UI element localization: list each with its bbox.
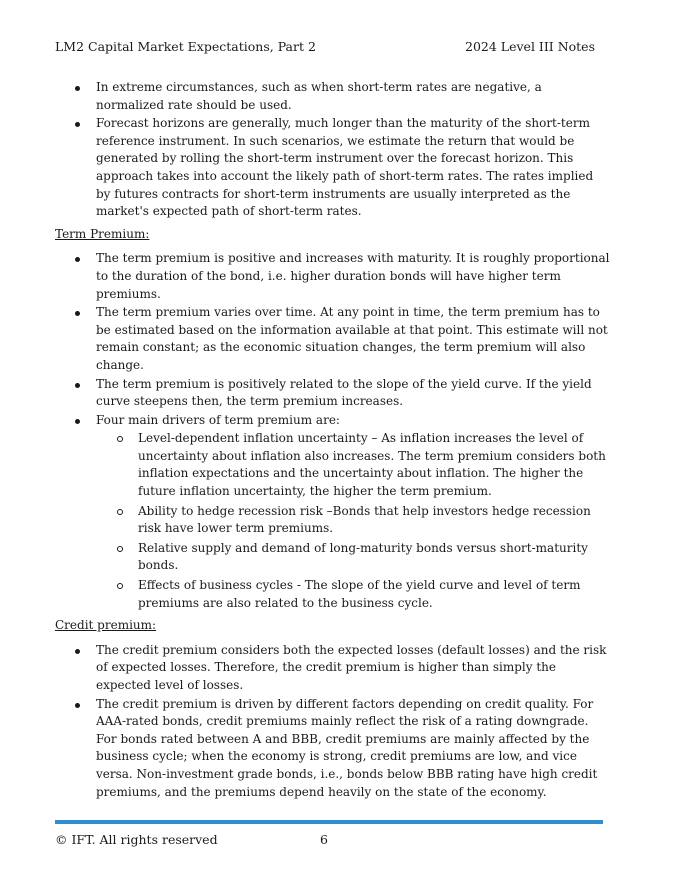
term-premium-heading: Term Premium: <box>55 226 150 241</box>
sublist-item: Level-dependent inflation uncertainty – As inflation increases the level of uncertainty about inflation also increases. The term premium considers both inflation expectations and the uncertainty about inflation. The higher the future inflation uncertainty, the higher the term premium. <box>138 430 610 500</box>
footer-copyright: © IFT. All rights reserved <box>55 832 218 847</box>
drivers-intro: Four main drivers of term premium are: <box>96 412 340 427</box>
term-premium-bullet-list <box>55 250 610 612</box>
list-item: The term premium is positive and increases with maturity. It is roughly proportional to the duration of the bond, i.e. higher duration bonds will have higher term premiums. <box>96 250 610 303</box>
page-content <box>55 79 610 802</box>
list-item: The term premium is positively related to the slope of the yield curve. If the yield curve steepens then, the term premium increases. <box>96 376 610 411</box>
intro-bullet-list <box>55 79 610 221</box>
page-header <box>55 39 595 54</box>
header-title: LM2 Capital Market Expectations, Part 2 <box>55 39 316 54</box>
list-item: The term premium varies over time. At any point in time, the term premium has to be estimated based on the information available at that point. This estimate will not remain constant; as the economic situation changes, the term premium will also change. <box>96 304 610 374</box>
list-item: Forecast horizons are generally, much longer than the maturity of the short-term reference instrument. In such scenarios, we estimate the return that would be generated by rolling the short-term instrument over the forecast horizon. This approach takes into account the likely path of short-term rates. The rates implied by futures contracts for short-term instruments are usually interpreted as the market's expected path of short-term rates. <box>96 115 610 221</box>
drivers-sublist <box>96 430 610 612</box>
credit-premium-heading: Credit premium: <box>55 618 157 633</box>
list-item-drivers <box>96 412 610 613</box>
list-item: In extreme circumstances, such as when short-term rates are negative, a normalized rate should be used. <box>96 79 610 114</box>
page-number: 6 <box>320 832 328 847</box>
credit-premium-bullet-list <box>55 642 610 801</box>
header-edition: 2024 Level III Notes <box>465 39 595 54</box>
sublist-item: Effects of business cycles - The slope of the yield curve and level of term premiums are also related to the business cycle. <box>138 577 610 612</box>
list-item: The credit premium is driven by different factors depending on credit quality. For AAA-rated bonds, credit premiums mainly reflect the risk of a rating downgrade. For bonds rated between A and BBB, credit premiums are mainly affected by the business cycle; when the economy is strong, credit premiums are low, and vice versa. Non-investment grade bonds, i.e., bonds below BBB rating have high credit premiums, and the premiums depend heavily on the state of the economy. <box>96 696 610 802</box>
sublist-item: Relative supply and demand of long-maturity bonds versus short-maturity bonds. <box>138 540 610 575</box>
footer-divider <box>55 820 603 824</box>
sublist-item: Ability to hedge recession risk –Bonds that help investors hedge recession risk have lower term premiums. <box>138 503 610 538</box>
list-item: The credit premium considers both the expected losses (default losses) and the risk of expected losses. Therefore, the credit premium is higher than simply the expected level of losses. <box>96 642 610 695</box>
